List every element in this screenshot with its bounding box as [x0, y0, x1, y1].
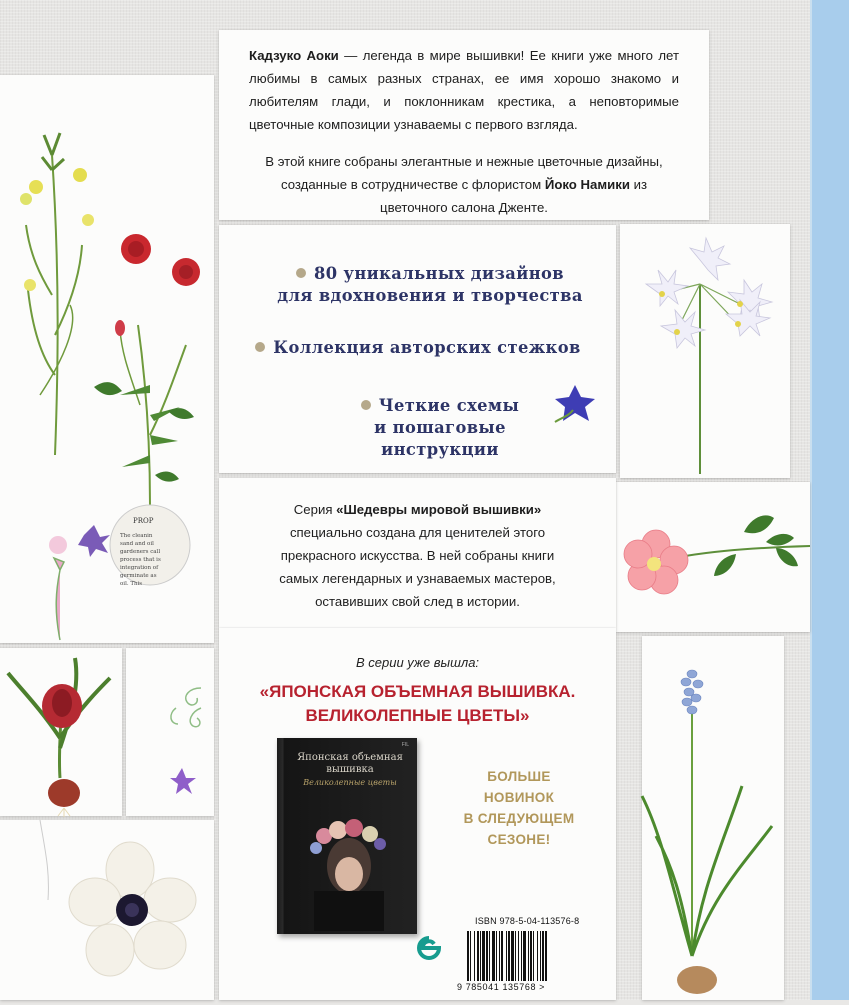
barcode-bar	[523, 931, 526, 981]
teaser-text	[454, 766, 584, 850]
intro-p1-text: — легенда в мире вышивки! Ее книги уже много лет любимы в самых разных странах, ее имя хорошо знакомо и любителям глади, и поклонникам крестика, а неповторимые цветочные композиции узнаваемы с первого взгляда.	[249, 48, 679, 132]
feature-line: и пошаговые инструкции	[374, 418, 506, 459]
barcode-bar	[530, 931, 532, 981]
feature-line: для вдохновения и творчества	[277, 286, 583, 305]
published-card	[219, 628, 616, 1000]
feature-item	[275, 263, 585, 307]
barcode-bar	[508, 931, 510, 981]
book-subtitle: Великолепные цветы	[303, 778, 397, 787]
embroidery-tile-anemone	[0, 820, 214, 1000]
embroidery-tile-wild-rose	[616, 482, 810, 632]
intro-p2-text: В этой книге собраны элегантные и нежные цветочные дизайны, созданные в сотрудничестве с флористом	[265, 154, 663, 192]
wildflowers-embroidery-illustration	[0, 75, 214, 643]
book-cover-photo	[302, 796, 397, 926]
book-title: Японская объемная вышивка	[297, 752, 403, 775]
barcode-bar	[492, 931, 495, 981]
barcode-bar	[496, 931, 497, 981]
barcode-bar	[486, 931, 488, 981]
features-card	[219, 225, 616, 473]
embroidery-tile-wildflowers	[0, 75, 214, 643]
teaser-line: СЕЗОНЕ!	[487, 832, 551, 847]
barcode-bar	[501, 931, 503, 981]
published-title	[219, 680, 616, 728]
published-title-line: «ЯПОНСКАЯ ОБЪЕМНАЯ ВЫШИВКА.	[259, 682, 576, 701]
series-name: «Шедевры мировой вышивки»	[336, 502, 542, 517]
barcode-bar	[528, 931, 529, 981]
intro-p2-end: из цветочного салона Дженте.	[380, 177, 648, 215]
violet-embroidery-illustration	[126, 648, 214, 816]
tag-line: germinate as	[120, 573, 157, 579]
embroidery-tile-narcissus	[620, 224, 790, 478]
tag-line: integration of	[120, 565, 159, 571]
muscari-embroidery-illustration	[642, 636, 784, 1000]
barcode-bar	[467, 931, 469, 981]
feature-line: Четкие схемы	[378, 396, 520, 415]
barcode-number: 9 785041 135768 >	[457, 982, 546, 992]
book-publisher: FIL	[401, 742, 409, 748]
barcode-bar	[533, 931, 534, 981]
teaser-line: НОВИНОК	[483, 790, 555, 805]
series-card	[219, 478, 616, 628]
feature-line: 80 уникальных дизайнов	[313, 264, 565, 283]
tag-line: The cleanin	[120, 533, 153, 539]
florist-name: Йоко Намики	[544, 177, 630, 192]
author-name: Кадзуко Аоки	[249, 48, 339, 63]
barcode-bar	[470, 931, 471, 981]
barcode-bar	[499, 931, 500, 981]
barcode	[467, 931, 585, 983]
bullet-dot	[361, 400, 371, 410]
teaser-line: В СЛЕДУЮЩЕМ	[463, 811, 575, 826]
barcode-bar	[521, 931, 522, 981]
bullet-dot	[255, 342, 265, 352]
barcode-bar	[506, 931, 507, 981]
barcode-bar	[480, 931, 481, 981]
intro-card	[219, 30, 709, 220]
series-post: специально создана для ценителей этого прекрасного искусства. В ней собраны книги самых легендарных и узнаваемых мастеров, оставивших свой след в истории.	[279, 525, 556, 609]
tag-line: process that is	[120, 557, 161, 563]
series-pre: Серия	[293, 502, 337, 517]
barcode-bar	[515, 931, 516, 981]
tag-line: gardeners call	[120, 549, 161, 555]
barcode-bar	[482, 931, 485, 981]
barcode-bar	[477, 931, 479, 981]
embroidery-tile-violet	[126, 648, 214, 816]
published-kicker: В серии уже вышла:	[355, 655, 480, 670]
isbn-label: ISBN 978-5-04-113576-8	[475, 916, 580, 926]
narcissus-embroidery-illustration	[620, 224, 790, 478]
barcode-bar	[489, 931, 490, 981]
anemone-embroidery-illustration	[0, 820, 214, 1000]
embroidery-tile-bulb	[0, 648, 122, 816]
tag-line: oil. This	[120, 581, 143, 587]
bellflower-embroidery-illustration	[549, 380, 599, 430]
barcode-bar	[545, 931, 547, 981]
barcode-bar	[511, 931, 514, 981]
tag-heading: PROP	[133, 517, 154, 525]
wild-rose-embroidery-illustration	[616, 482, 810, 632]
spine-stripe	[810, 0, 849, 1000]
bulb-embroidery-illustration	[0, 648, 122, 816]
published-title-line: ВЕЛИКОЛЕПНЫЕ ЦВЕТЫ»	[305, 706, 530, 725]
barcode-bar	[518, 931, 519, 981]
feature-item	[315, 395, 565, 461]
publisher-logo-icon	[417, 936, 441, 960]
book-cover-thumbnail	[277, 738, 417, 934]
feature-item	[243, 337, 593, 359]
teaser-line: БОЛЬШЕ	[487, 769, 551, 784]
tag-line: sand and oil	[120, 541, 154, 547]
feature-line: Коллекция авторских стежков	[273, 338, 581, 357]
embroidery-tile-muscari	[642, 636, 784, 1000]
intro-paragraph-1	[249, 44, 679, 136]
barcode-bar	[537, 931, 538, 981]
bullet-dot	[296, 268, 306, 278]
barcode-bar	[542, 931, 544, 981]
series-description	[219, 498, 616, 613]
barcode-bar	[474, 931, 475, 981]
intro-paragraph-2	[249, 150, 679, 219]
barcode-bar	[540, 931, 541, 981]
